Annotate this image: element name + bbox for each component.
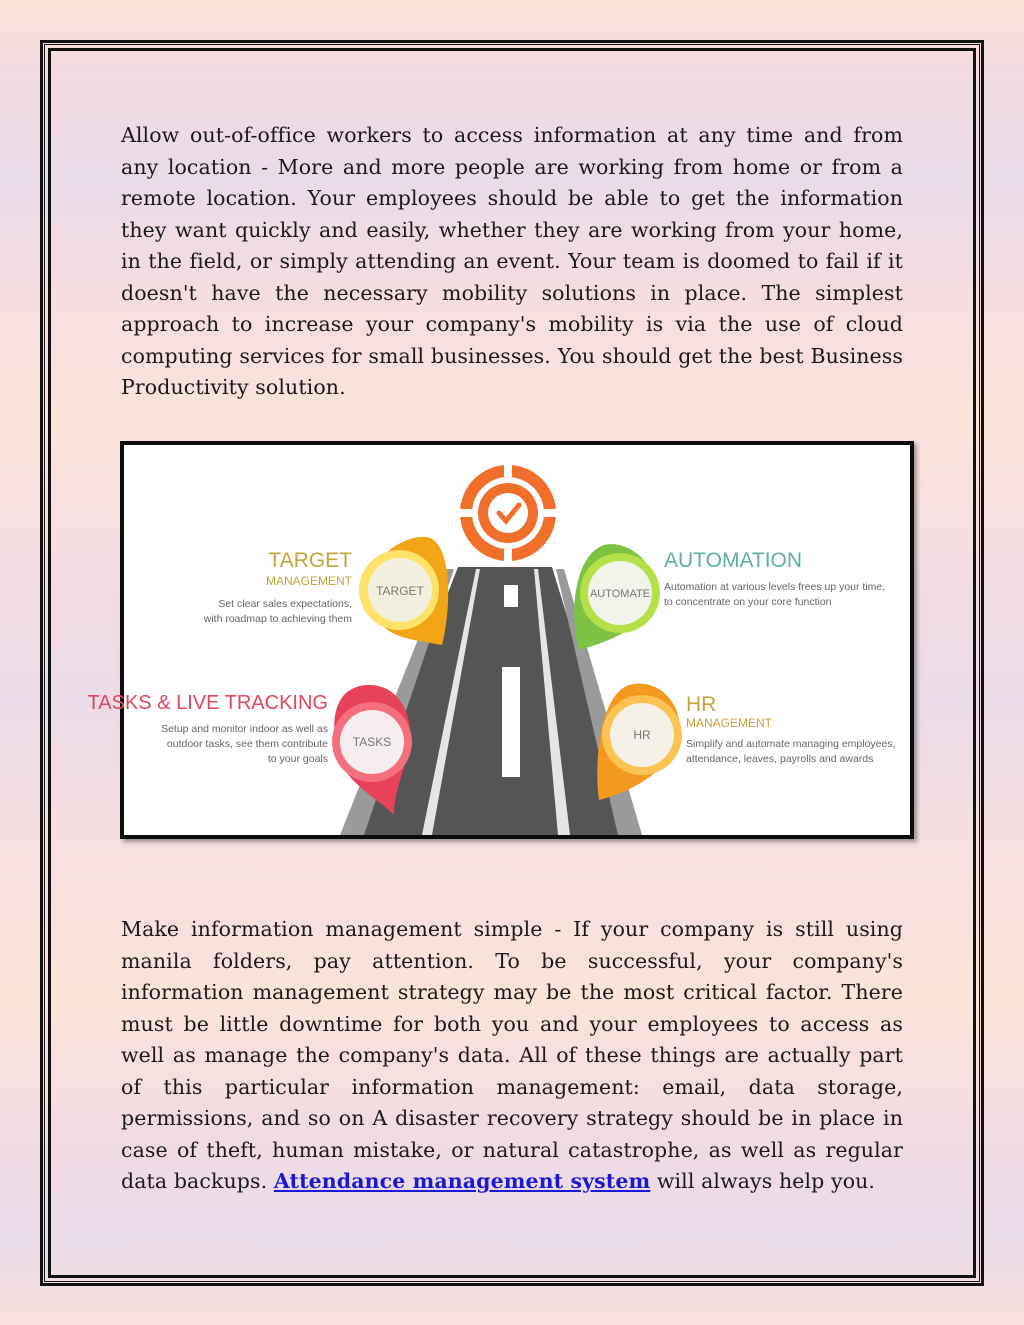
business-roadmap-infographic: [87, 441, 914, 839]
goal-target-icon: [454, 459, 562, 567]
attendance-management-system-link[interactable]: Attendance management system: [273, 1169, 651, 1193]
target-pin-label: TARGET: [376, 584, 424, 598]
tasks-pin-label: TASKS: [352, 735, 392, 749]
tasks-desc-line2: outdoor tasks, see them contribute: [166, 738, 328, 750]
roadmap-illustration: [87, 445, 910, 835]
road-center-dash: [502, 667, 520, 777]
target-subtitle: MANAGEMENT: [265, 574, 352, 588]
hr-subtitle: MANAGEMENT: [686, 716, 773, 730]
paragraph-information-management: [121, 914, 903, 1198]
hr-pin-label: HR: [633, 728, 651, 742]
target-desc-line1: Set clear sales expectations,: [218, 598, 352, 610]
automation-desc-line2: to concentrate on your core function: [664, 596, 832, 608]
tasks-title: TASKS & LIVE TRACKING: [87, 692, 328, 714]
automation-desc-line1: Automation at various levels frees up your time,: [664, 581, 886, 593]
hr-desc-line2: attendance, leaves, payrolls and awards: [686, 753, 874, 765]
hr-title: HR: [686, 693, 717, 716]
automate-pin-label: AUTOMATE: [589, 588, 651, 600]
hr-desc-line1: Simplify and automate managing employees,: [686, 738, 896, 750]
paragraph-information-management-text: Make information management simple - If your company is still using manila folders, pay attention. To be successful, your company's information management strategy may be the most critical factor. There must be little downtime for both you and your employees to access as well as manage the company's data. All of these things are actually part of this particular information management: email, data storage, permissions, and so on A disaster recovery strategy should be in place in case of theft, human mistake, or natural catastrophe, as well as regular data backups.: [121, 917, 903, 1193]
automation-title: AUTOMATION: [664, 549, 803, 572]
target-desc-line2: with roadmap to achieving them: [203, 613, 352, 625]
paragraph-remote-access: Allow out-of-office workers to access information at any time and from any location - More and more people are working from home or from a remote location. Your employees should be able to get the information they want quickly and easily, whether they are working from your home, in the field, or simply attending an event. Your team is doomed to fail if it doesn't have the necessary mobility solutions in place. The simplest approach to increase your company's mobility is via the use of cloud computing services for small businesses. You should get the best Business Productivity solution.: [121, 123, 903, 399]
tasks-desc-line3: to your goals: [267, 753, 328, 765]
paragraph-information-management-ending: will always help you.: [650, 1169, 876, 1193]
target-title: TARGET: [268, 549, 352, 572]
tasks-desc-line1: Setup and monitor indoor as well as: [161, 723, 328, 735]
road-center-dash-top: [504, 585, 518, 607]
